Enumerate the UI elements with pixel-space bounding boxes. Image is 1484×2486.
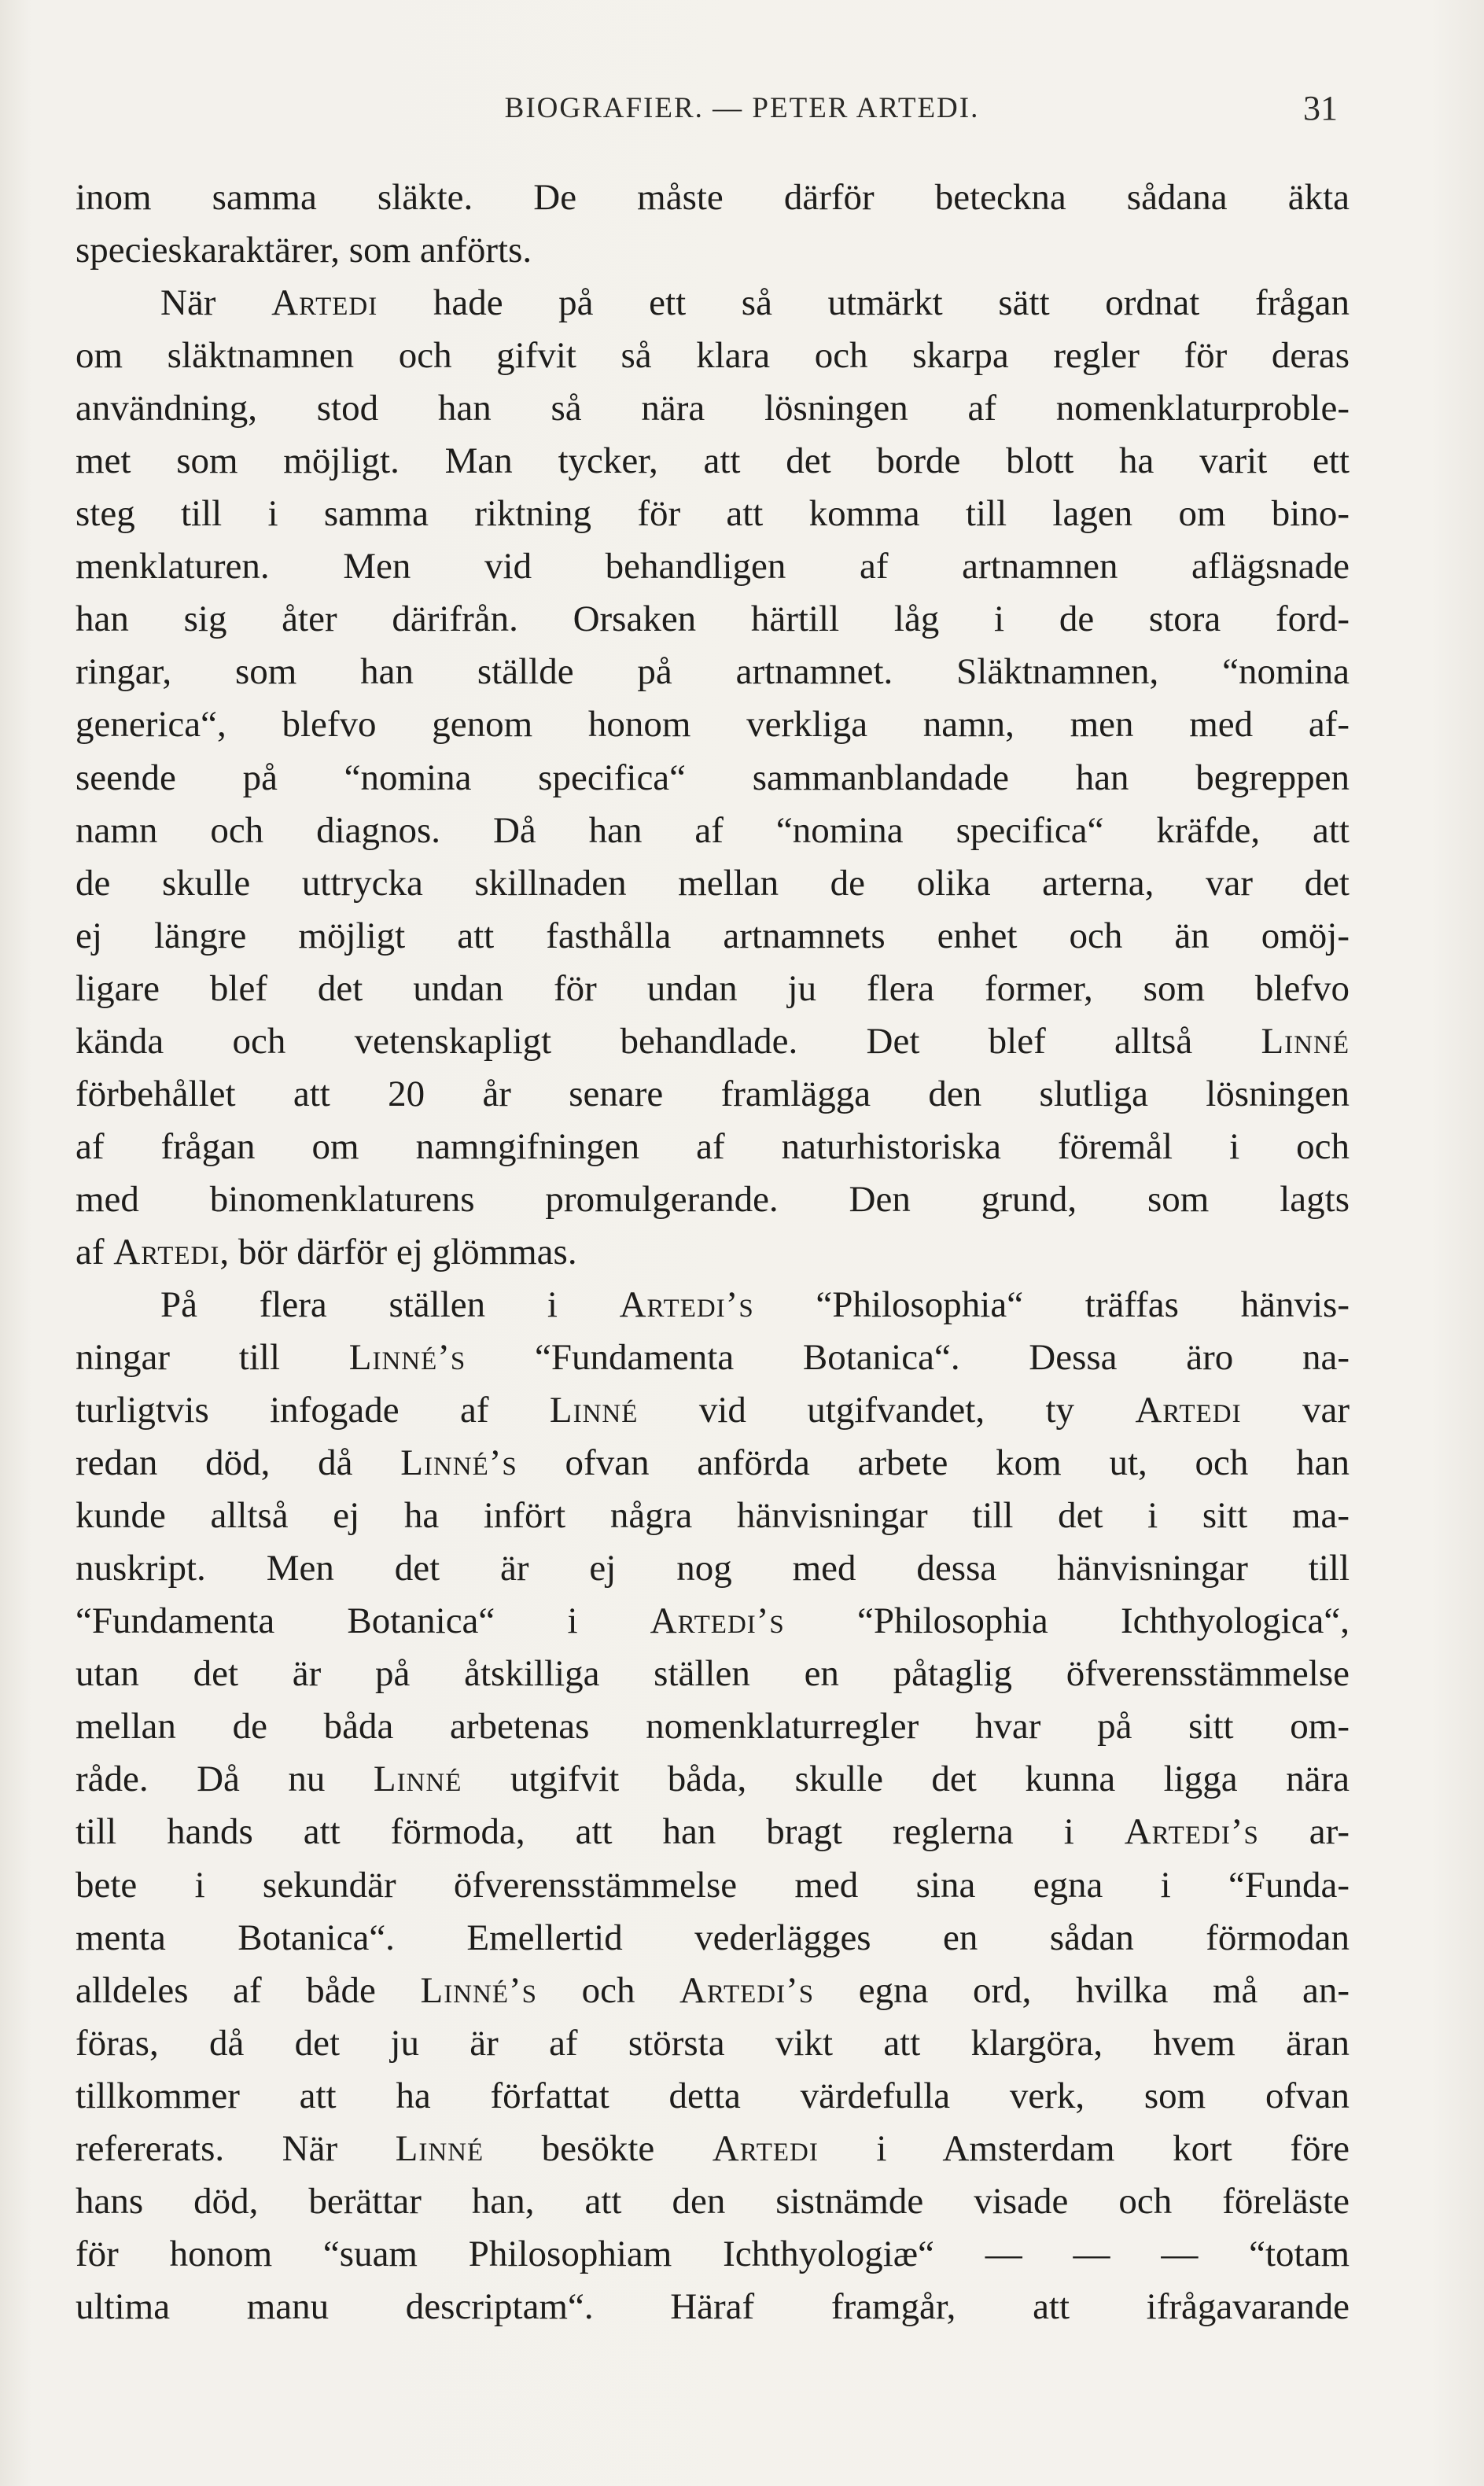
text-segment: användning, stod han så nära lösningen af nomenklaturproble- — [75, 388, 1350, 429]
text-segment: menta Botanica“. Emellertid vederlägges en sådan förmodan — [75, 1917, 1350, 1958]
text-segment: turligtvis infogade af — [75, 1390, 550, 1431]
text-segment: föras, då det ju är af största vikt att klargöra, hvem äran — [75, 2022, 1350, 2064]
text-line — [75, 1753, 1350, 1806]
text-line — [75, 1912, 1350, 1965]
text-line — [75, 540, 1350, 593]
name-small-caps: Artedi’s — [1124, 1811, 1259, 1853]
text-segment: steg till i samma riktning för att komma till lagen om bino- — [75, 493, 1350, 535]
name-small-caps: Linné — [395, 2127, 484, 2169]
text-segment: mellan de båda arbetenas nomenklaturregler hvar på sitt om- — [75, 1706, 1350, 1748]
text-segment: vid utgifvandet, ty — [638, 1390, 1136, 1431]
text-segment: hade på ett så utmärkt sätt ordnat frågan — [377, 282, 1350, 324]
text-segment: ningar till — [75, 1337, 349, 1379]
text-segment: kunde alltså ej ha infört några hänvisningar till det i sitt ma- — [75, 1495, 1350, 1537]
text-line — [75, 752, 1350, 805]
text-segment: och — [537, 1969, 680, 2011]
name-small-caps: Linné’s — [400, 1442, 517, 1484]
text-line — [75, 2070, 1350, 2123]
text-segment: ofvan anförda arbete kom ut, och han — [517, 1442, 1350, 1484]
text-segment: egna ord, hvilka må an- — [814, 1969, 1350, 2011]
text-segment: af frågan om namngifningen af naturhistoriska föremål i och — [75, 1125, 1350, 1167]
name-small-caps: Linné’s — [420, 1969, 538, 2011]
text-line — [75, 1226, 1350, 1279]
name-small-caps: Artedi’s — [619, 1284, 754, 1325]
text-segment: refererats. När — [75, 2127, 396, 2169]
text-line — [75, 330, 1350, 382]
text-line — [75, 224, 1350, 277]
text-line — [75, 2281, 1350, 2333]
text-segment: var — [1241, 1390, 1350, 1431]
text-line — [75, 2228, 1350, 2281]
text-line — [75, 1595, 1350, 1648]
text-segment: om släktnamnen och gifvit så klara och skarpa regler för deras — [75, 335, 1350, 377]
text-segment: nuskript. Men det är ej nog med dessa hänvisningar till — [75, 1548, 1350, 1589]
text-segment: seende på “nomina specifica“ sammanblandade han begreppen — [75, 757, 1350, 798]
page-header — [0, 85, 1484, 132]
text-segment: råde. Då nu — [75, 1759, 374, 1800]
text-line — [75, 488, 1350, 540]
text-line — [75, 171, 1350, 224]
text-segment: ligare blef det undan för undan ju flera former, som blefvo — [75, 967, 1350, 1009]
name-small-caps: Artedi — [712, 2127, 819, 2169]
text-segment: bete i sekundär öfverensstämmelse med sina egna i “Funda- — [75, 1864, 1350, 1906]
text-line — [75, 1068, 1350, 1121]
name-small-caps: Artedi — [271, 282, 378, 324]
text-line — [75, 1490, 1350, 1542]
text-line — [75, 2123, 1350, 2175]
running-head: BIOGRAFIER. — PETER ARTEDI. — [504, 92, 980, 124]
text-segment: “Fundamenta Botanica“ i — [75, 1600, 650, 1642]
name-small-caps: Linné’s — [348, 1337, 466, 1379]
text-segment: i Amsterdam kort före — [818, 2127, 1350, 2169]
text-segment: “Philosophia“ träffas hänvis- — [753, 1284, 1350, 1325]
text-line — [75, 277, 1350, 330]
text-segment: ar- — [1258, 1811, 1350, 1853]
text-segment: till hands att förmoda, att han bragt reglerna i — [75, 1811, 1125, 1853]
text-segment: med binomenklaturens promulgerande. Den grund, som lagts — [75, 1178, 1350, 1220]
text-segment: tillkommer att ha författat detta värdefulla verk, som ofvan — [75, 2075, 1350, 2116]
text-segment: alldeles af både — [75, 1969, 421, 2011]
text-line — [75, 1384, 1350, 1437]
name-small-caps: Linné — [549, 1390, 639, 1431]
text-segment: utgifvit båda, skulle det kunna ligga nära — [462, 1759, 1350, 1800]
text-segment: de skulle uttrycka skillnaden mellan de olika arterna, var det — [75, 862, 1350, 904]
text-line — [75, 698, 1350, 751]
text-line — [75, 910, 1350, 963]
text-line — [75, 1173, 1350, 1226]
text-segment: namn och diagnos. Då han af “nomina specifica“ kräfde, att — [75, 809, 1350, 851]
text-line — [75, 805, 1350, 857]
text-segment: han sig åter därifrån. Orsaken härtill låg i de stora ford- — [75, 598, 1350, 640]
text-segment: generica“, blefvo genom honom verkliga namn, men med af- — [75, 704, 1350, 746]
name-small-caps: Linné — [373, 1759, 462, 1800]
text-segment: ej längre möjligt att fasthålla artnamnets enhet och än omöj- — [75, 915, 1350, 956]
text-line — [75, 2017, 1350, 2070]
name-small-caps: Artedi’s — [650, 1600, 785, 1642]
name-small-caps: Artedi’s — [679, 1969, 815, 2011]
text-segment: ringar, som han ställde på artnamnet. Släktnamnen, “nomina — [75, 651, 1350, 693]
name-small-caps: Linné — [1261, 1020, 1350, 1062]
text-line — [75, 2175, 1350, 2228]
text-line — [75, 435, 1350, 488]
text-line — [75, 857, 1350, 910]
text-segment: inom samma släkte. De måste därför beteckna sådana äkta — [75, 177, 1350, 218]
page-number: 31 — [1303, 89, 1338, 127]
text-segment: kända och vetenskapligt behandlade. Det blef alltså — [75, 1020, 1261, 1062]
text-line — [75, 1015, 1350, 1068]
text-line — [75, 1331, 1350, 1384]
text-line — [75, 1806, 1350, 1858]
text-line — [75, 1648, 1350, 1700]
text-segment: “Philosophia Ichthyologica“, — [784, 1600, 1350, 1642]
text-segment: När — [160, 282, 272, 324]
text-segment: specieskaraktärer, som anförts. — [75, 230, 532, 271]
text-segment: utan det är på åtskilliga ställen en påtaglig öfverensstämmelse — [75, 1653, 1350, 1695]
text-segment: hans död, berättar han, att den sistnämde visade och föreläste — [75, 2180, 1350, 2222]
text-line — [75, 646, 1350, 698]
text-segment: förbehållet att 20 år senare framlägga den slutliga lösningen — [75, 1073, 1350, 1114]
text-line — [75, 1700, 1350, 1753]
text-segment: ultima manu descriptam“. Häraf framgår, att ifrågavarande — [75, 2285, 1350, 2327]
text-line — [75, 1965, 1350, 2017]
text-line — [75, 1437, 1350, 1490]
text-line — [75, 1279, 1350, 1331]
text-segment: af — [75, 1231, 114, 1272]
name-small-caps: Artedi — [113, 1231, 220, 1272]
text-segment: besökte — [484, 2127, 713, 2169]
text-line — [75, 1121, 1350, 1173]
text-segment: redan död, då — [75, 1442, 401, 1484]
text-segment: met som möjligt. Man tycker, att det borde blott ha varit ett — [75, 440, 1350, 482]
body-text — [75, 171, 1350, 2333]
text-line — [75, 593, 1350, 646]
text-line — [75, 1859, 1350, 1912]
text-line — [75, 963, 1350, 1015]
name-small-caps: Artedi — [1135, 1390, 1242, 1431]
text-line — [75, 382, 1350, 435]
text-line — [75, 1542, 1350, 1595]
text-segment: menklaturen. Men vid behandligen af artnamnen aflägsnade — [75, 546, 1350, 587]
text-segment: På flera ställen i — [160, 1284, 620, 1325]
text-segment: , bör därför ej glömmas. — [219, 1231, 577, 1272]
text-segment: “Fundamenta Botanica“. Dessa äro na- — [466, 1337, 1350, 1379]
text-segment: för honom “suam Philosophiam Ichthyologiæ“ — — — “totam — [75, 2233, 1350, 2274]
